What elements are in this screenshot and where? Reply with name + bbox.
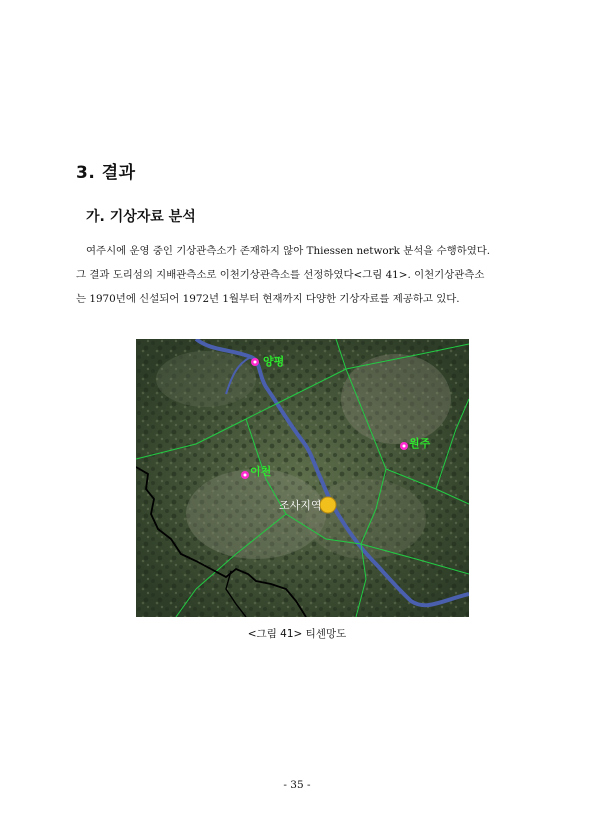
station-marker-icheon [241, 471, 249, 479]
station-marker-wonju [400, 442, 408, 450]
body-paragraph [76, 239, 525, 311]
page-number: - 35 - [283, 779, 311, 791]
satellite-map [136, 339, 469, 617]
study-site-marker [320, 497, 336, 513]
study-site-label: 조사지역 [279, 499, 322, 512]
figure-caption: <그림 41> 티센망도 [247, 628, 347, 640]
section-title: 3. 결과 [76, 163, 136, 183]
paragraph-line-3: 는 1970년에 신설되어 1972년 1월부터 현재까지 다양한 기상자료를 제공하고 있다. [76, 293, 460, 305]
station-label-yangpyeong: 양평 [263, 355, 285, 368]
station-marker-yangpyeong [251, 358, 259, 366]
station-label-icheon: 이천 [250, 465, 272, 478]
station-label-wonju: 원주 [409, 437, 431, 450]
paragraph-line-2: 그 결과 도리섬의 지배관측소로 이천기상관측소를 선정하였다<그림 41>. 이천기상관측소 [76, 269, 485, 281]
paragraph-line-1: 여주시에 운영 중인 기상관측소가 존재하지 않아 Thiessen network 분석을 수행하였다. [86, 245, 491, 257]
thiessen-map-image [136, 339, 469, 617]
subsection-title: 가. 기상자료 분석 [86, 209, 196, 225]
